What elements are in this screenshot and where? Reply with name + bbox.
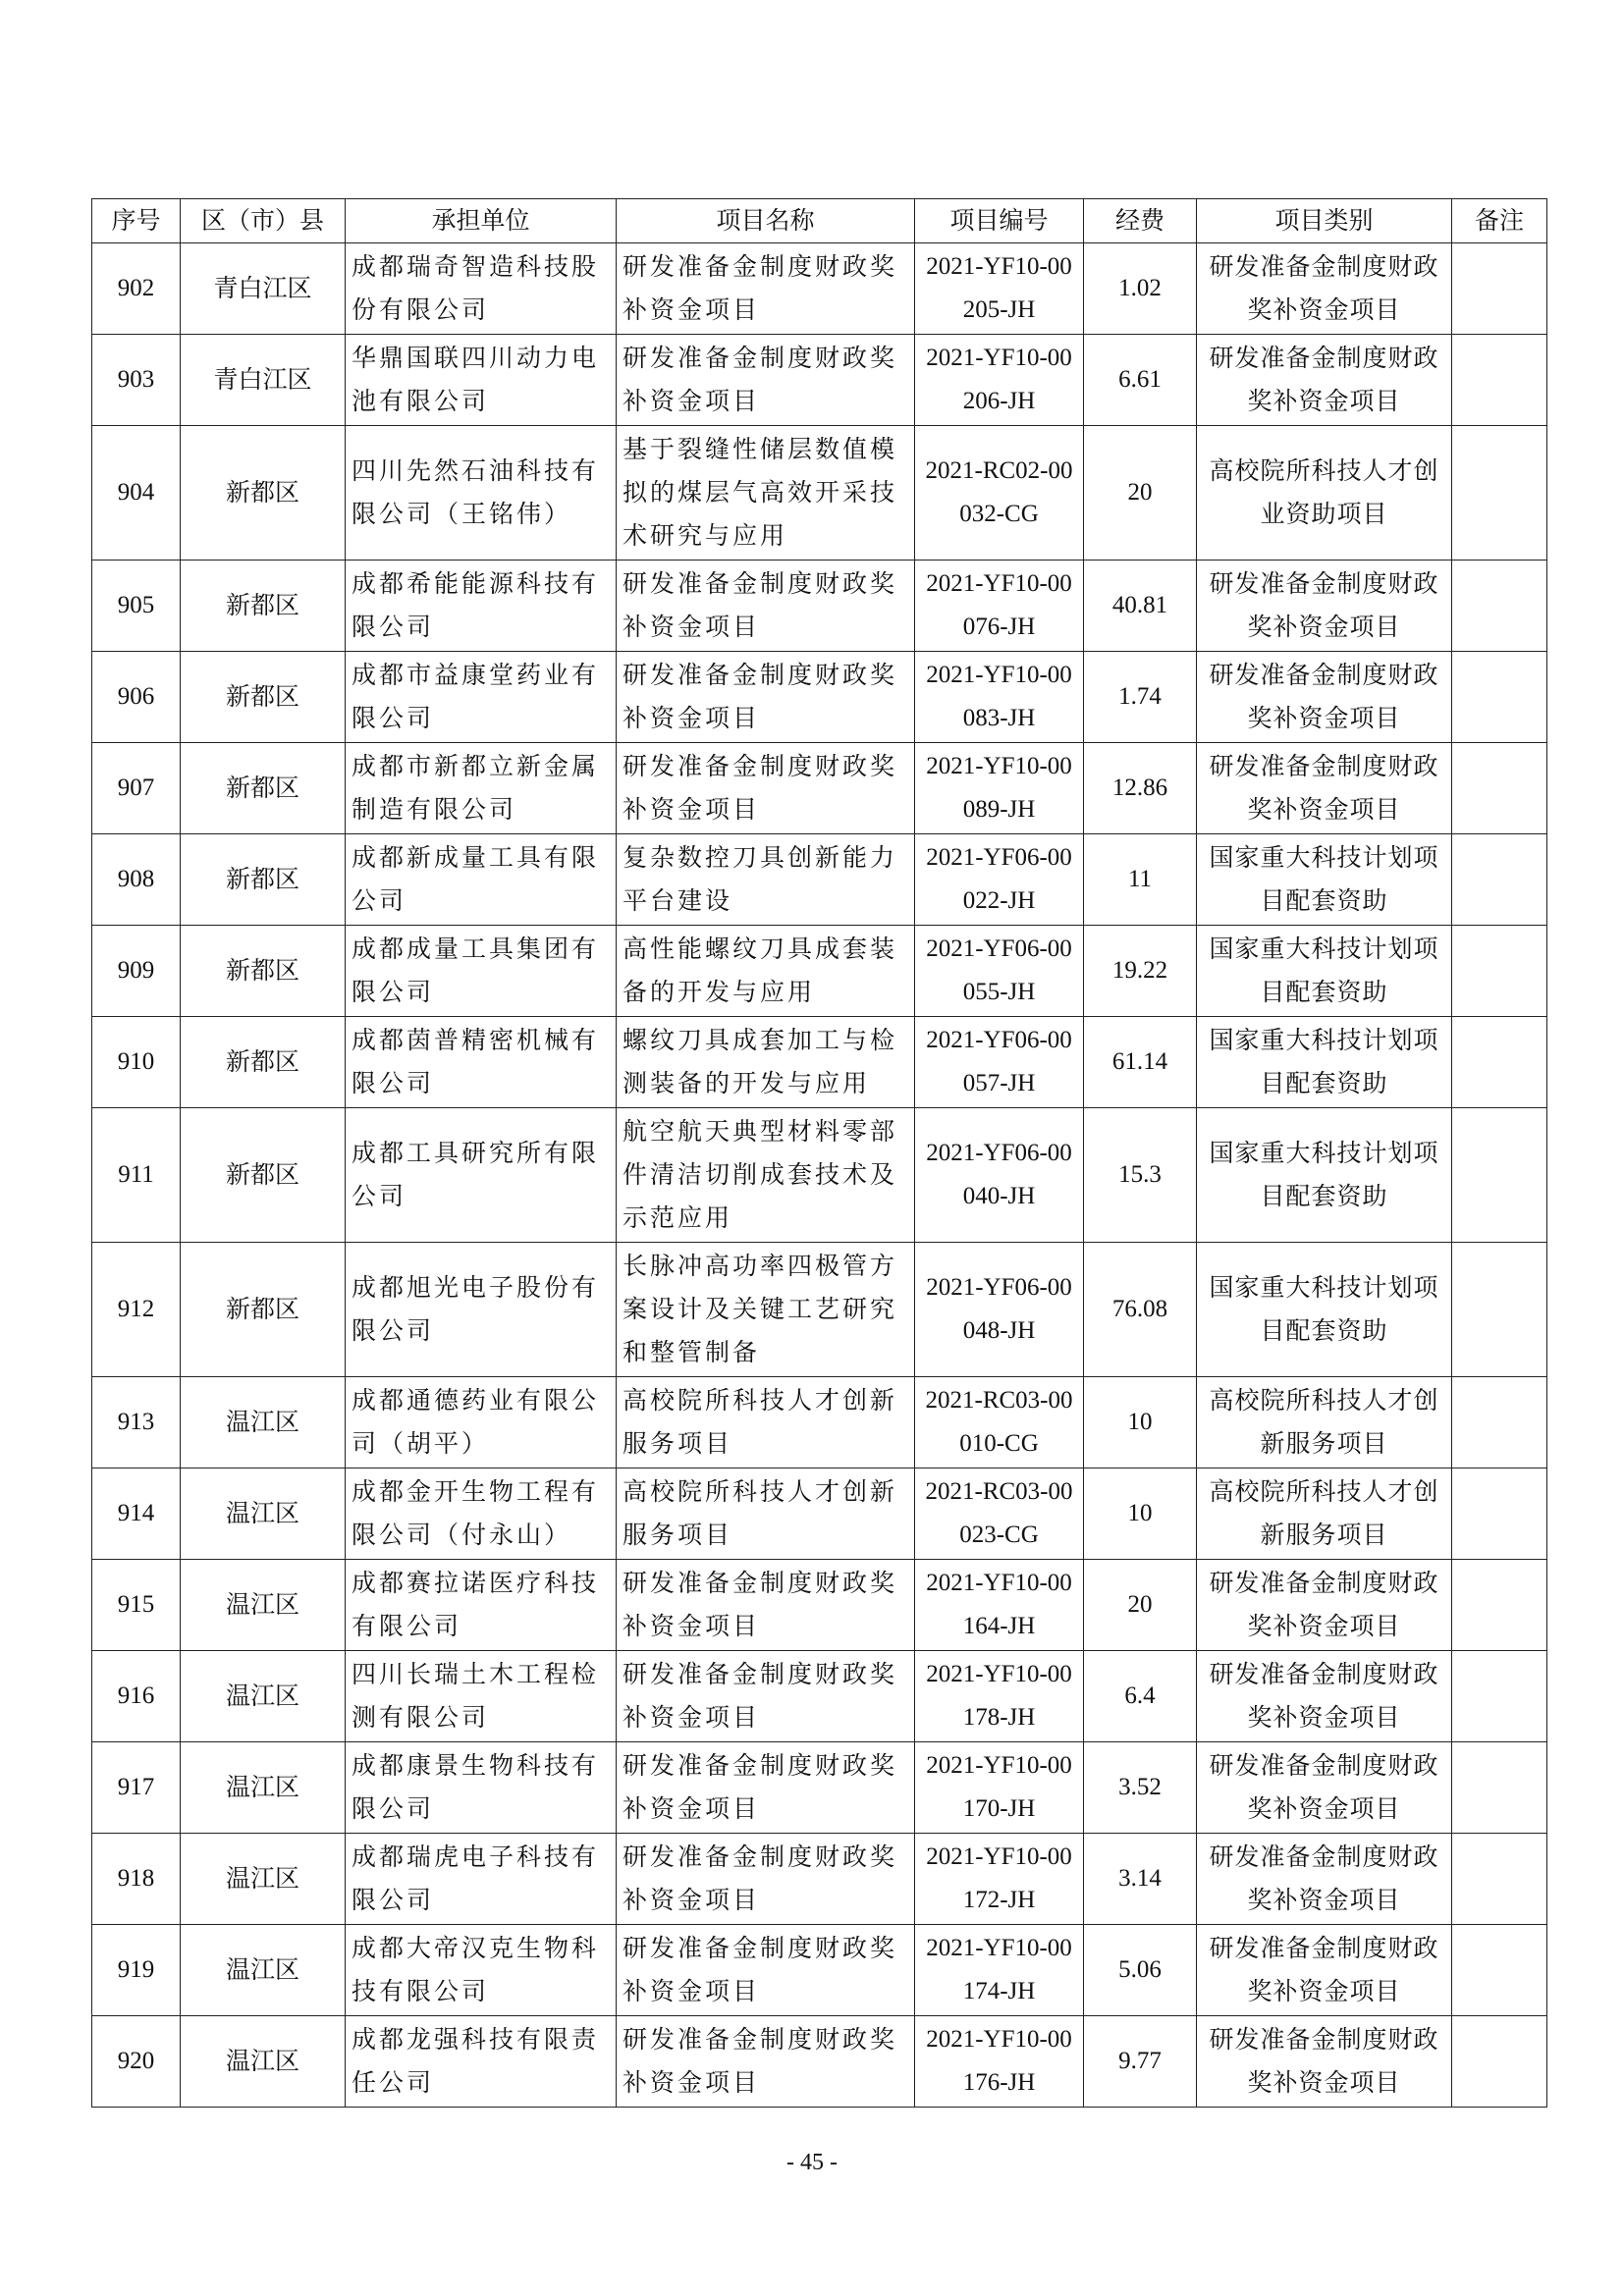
note-cell [1452, 335, 1547, 426]
district-cell: 新都区 [181, 561, 346, 652]
project-code-cell: 2021-YF06-00048-JH [915, 1243, 1084, 1377]
category-cell: 研发准备金制度财政奖补资金项目 [1197, 743, 1452, 834]
unit-cell: 成都金开生物工程有限公司（付永山） [346, 1468, 617, 1560]
category-cell: 国家重大科技计划项目配套资助 [1197, 834, 1452, 926]
serial-no-cell: 907 [92, 743, 181, 834]
unit-cell: 成都龙强科技有限责任公司 [346, 2016, 617, 2108]
category-cell: 研发准备金制度财政奖补资金项目 [1197, 561, 1452, 652]
table-row [92, 926, 1547, 1017]
unit-cell: 四川长瑞土木工程检测有限公司 [346, 1651, 617, 1742]
note-cell [1452, 1108, 1547, 1243]
unit-cell: 华鼎国联四川动力电池有限公司 [346, 335, 617, 426]
project-code-cell: 2021-YF10-00076-JH [915, 561, 1084, 652]
project-name-cell: 研发准备金制度财政奖补资金项目 [617, 243, 915, 335]
serial-no-cell: 918 [92, 1834, 181, 1925]
table-row [92, 1243, 1547, 1377]
fund-cell: 15.3 [1084, 1108, 1197, 1243]
table-row [92, 1560, 1547, 1651]
header-project-code: 项目编号 [915, 199, 1084, 243]
serial-no-cell: 902 [92, 243, 181, 335]
note-cell [1452, 1243, 1547, 1377]
note-cell [1452, 1560, 1547, 1651]
note-cell [1452, 1742, 1547, 1834]
fund-cell: 40.81 [1084, 561, 1197, 652]
header-category: 项目类别 [1197, 199, 1452, 243]
project-name-cell: 研发准备金制度财政奖补资金项目 [617, 1834, 915, 1925]
serial-no-cell: 916 [92, 1651, 181, 1742]
fund-cell: 9.77 [1084, 2016, 1197, 2108]
header-project-name: 项目名称 [617, 199, 915, 243]
project-name-cell: 高校院所科技人才创新服务项目 [617, 1468, 915, 1560]
district-cell: 青白江区 [181, 335, 346, 426]
unit-cell: 成都茵普精密机械有限公司 [346, 1017, 617, 1108]
fund-cell: 1.74 [1084, 652, 1197, 743]
serial-no-cell: 920 [92, 2016, 181, 2108]
project-name-cell: 航空航天典型材料零部件清洁切削成套技术及示范应用 [617, 1108, 915, 1243]
category-cell: 研发准备金制度财政奖补资金项目 [1197, 243, 1452, 335]
project-code-cell: 2021-YF06-00022-JH [915, 834, 1084, 926]
table-row [92, 1651, 1547, 1742]
header-unit: 承担单位 [346, 199, 617, 243]
fund-cell: 12.86 [1084, 743, 1197, 834]
project-name-cell: 复杂数控刀具创新能力平台建设 [617, 834, 915, 926]
header-serial-no: 序号 [92, 199, 181, 243]
table-row [92, 426, 1547, 561]
district-cell: 温江区 [181, 1925, 346, 2016]
table-row [92, 243, 1547, 335]
district-cell: 新都区 [181, 652, 346, 743]
project-code-cell: 2021-YF10-00164-JH [915, 1560, 1084, 1651]
table-row [92, 2016, 1547, 2108]
unit-cell: 成都大帝汉克生物科技有限公司 [346, 1925, 617, 2016]
table-row [92, 1377, 1547, 1468]
page-number: - 45 - [786, 2150, 838, 2175]
table-row [92, 652, 1547, 743]
project-code-cell: 2021-YF10-00172-JH [915, 1834, 1084, 1925]
project-code-cell: 2021-YF10-00205-JH [915, 243, 1084, 335]
category-cell: 研发准备金制度财政奖补资金项目 [1197, 1560, 1452, 1651]
unit-cell: 成都希能能源科技有限公司 [346, 561, 617, 652]
district-cell: 温江区 [181, 1834, 346, 1925]
project-code-cell: 2021-RC03-00010-CG [915, 1377, 1084, 1468]
note-cell [1452, 834, 1547, 926]
project-name-cell: 研发准备金制度财政奖补资金项目 [617, 1560, 915, 1651]
project-name-cell: 基于裂缝性储层数值模拟的煤层气高效开采技术研究与应用 [617, 426, 915, 561]
project-name-cell: 研发准备金制度财政奖补资金项目 [617, 743, 915, 834]
category-cell: 高校院所科技人才创业资助项目 [1197, 426, 1452, 561]
unit-cell: 成都市益康堂药业有限公司 [346, 652, 617, 743]
district-cell: 新都区 [181, 926, 346, 1017]
project-code-cell: 2021-RC03-00023-CG [915, 1468, 1084, 1560]
project-code-cell: 2021-YF06-00057-JH [915, 1017, 1084, 1108]
project-name-cell: 研发准备金制度财政奖补资金项目 [617, 1925, 915, 2016]
header-note: 备注 [1452, 199, 1547, 243]
fund-cell: 20 [1084, 1560, 1197, 1651]
fund-cell: 5.06 [1084, 1925, 1197, 2016]
project-code-cell: 2021-YF10-00174-JH [915, 1925, 1084, 2016]
note-cell [1452, 1377, 1547, 1468]
table-row [92, 1834, 1547, 1925]
district-cell: 温江区 [181, 2016, 346, 2108]
project-code-cell: 2021-YF10-00176-JH [915, 2016, 1084, 2108]
table-row [92, 1017, 1547, 1108]
category-cell: 高校院所科技人才创新服务项目 [1197, 1468, 1452, 1560]
project-code-cell: 2021-YF10-00178-JH [915, 1651, 1084, 1742]
project-code-cell: 2021-RC02-00032-CG [915, 426, 1084, 561]
category-cell: 研发准备金制度财政奖补资金项目 [1197, 2016, 1452, 2108]
serial-no-cell: 919 [92, 1925, 181, 2016]
serial-no-cell: 913 [92, 1377, 181, 1468]
table-header-row [92, 199, 1547, 243]
unit-cell: 四川先然石油科技有限公司（王铭伟） [346, 426, 617, 561]
fund-cell: 10 [1084, 1468, 1197, 1560]
serial-no-cell: 915 [92, 1560, 181, 1651]
category-cell: 研发准备金制度财政奖补资金项目 [1197, 1925, 1452, 2016]
note-cell [1452, 1834, 1547, 1925]
fund-cell: 76.08 [1084, 1243, 1197, 1377]
note-cell [1452, 743, 1547, 834]
header-fund: 经费 [1084, 199, 1197, 243]
district-cell: 温江区 [181, 1468, 346, 1560]
project-code-cell: 2021-YF06-00040-JH [915, 1108, 1084, 1243]
note-cell [1452, 652, 1547, 743]
serial-no-cell: 908 [92, 834, 181, 926]
serial-no-cell: 905 [92, 561, 181, 652]
table-row [92, 834, 1547, 926]
category-cell: 研发准备金制度财政奖补资金项目 [1197, 652, 1452, 743]
serial-no-cell: 906 [92, 652, 181, 743]
fund-cell: 61.14 [1084, 1017, 1197, 1108]
district-cell: 温江区 [181, 1377, 346, 1468]
table-body [92, 243, 1547, 2108]
serial-no-cell: 917 [92, 1742, 181, 1834]
project-name-cell: 研发准备金制度财政奖补资金项目 [617, 2016, 915, 2108]
serial-no-cell: 909 [92, 926, 181, 1017]
unit-cell: 成都通德药业有限公司（胡平） [346, 1377, 617, 1468]
fund-cell: 3.14 [1084, 1834, 1197, 1925]
unit-cell: 成都瑞虎电子科技有限公司 [346, 1834, 617, 1925]
category-cell: 研发准备金制度财政奖补资金项目 [1197, 1651, 1452, 1742]
fund-cell: 19.22 [1084, 926, 1197, 1017]
district-cell: 温江区 [181, 1651, 346, 1742]
fund-cell: 11 [1084, 834, 1197, 926]
header-district: 区（市）县 [181, 199, 346, 243]
note-cell [1452, 426, 1547, 561]
table-row [92, 1108, 1547, 1243]
unit-cell: 成都旭光电子股份有限公司 [346, 1243, 617, 1377]
serial-no-cell: 912 [92, 1243, 181, 1377]
district-cell: 新都区 [181, 1243, 346, 1377]
note-cell [1452, 1468, 1547, 1560]
table-row [92, 1742, 1547, 1834]
category-cell: 国家重大科技计划项目配套资助 [1197, 1243, 1452, 1377]
project-name-cell: 高性能螺纹刀具成套装备的开发与应用 [617, 926, 915, 1017]
serial-no-cell: 914 [92, 1468, 181, 1560]
unit-cell: 成都工具研究所有限公司 [346, 1108, 617, 1243]
unit-cell: 成都成量工具集团有限公司 [346, 926, 617, 1017]
project-name-cell: 研发准备金制度财政奖补资金项目 [617, 1651, 915, 1742]
note-cell [1452, 561, 1547, 652]
project-name-cell: 研发准备金制度财政奖补资金项目 [617, 335, 915, 426]
note-cell [1452, 1925, 1547, 2016]
project-name-cell: 螺纹刀具成套加工与检测装备的开发与应用 [617, 1017, 915, 1108]
fund-cell: 1.02 [1084, 243, 1197, 335]
note-cell [1452, 1017, 1547, 1108]
district-cell: 温江区 [181, 1560, 346, 1651]
project-code-cell: 2021-YF10-00170-JH [915, 1742, 1084, 1834]
category-cell: 研发准备金制度财政奖补资金项目 [1197, 1834, 1452, 1925]
project-code-cell: 2021-YF10-00206-JH [915, 335, 1084, 426]
fund-cell: 6.4 [1084, 1651, 1197, 1742]
district-cell: 新都区 [181, 1017, 346, 1108]
note-cell [1452, 1651, 1547, 1742]
fund-cell: 20 [1084, 426, 1197, 561]
project-name-cell: 研发准备金制度财政奖补资金项目 [617, 1742, 915, 1834]
district-cell: 新都区 [181, 1108, 346, 1243]
category-cell: 国家重大科技计划项目配套资助 [1197, 926, 1452, 1017]
unit-cell: 成都新成量工具有限公司 [346, 834, 617, 926]
category-cell: 研发准备金制度财政奖补资金项目 [1197, 1742, 1452, 1834]
unit-cell: 成都康景生物科技有限公司 [346, 1742, 617, 1834]
project-name-cell: 研发准备金制度财政奖补资金项目 [617, 561, 915, 652]
unit-cell: 成都市新都立新金属制造有限公司 [346, 743, 617, 834]
note-cell [1452, 2016, 1547, 2108]
project-name-cell: 高校院所科技人才创新服务项目 [617, 1377, 915, 1468]
serial-no-cell: 904 [92, 426, 181, 561]
category-cell: 高校院所科技人才创新服务项目 [1197, 1377, 1452, 1468]
unit-cell: 成都赛拉诺医疗科技有限公司 [346, 1560, 617, 1651]
fund-cell: 3.52 [1084, 1742, 1197, 1834]
fund-cell: 6.61 [1084, 335, 1197, 426]
category-cell: 国家重大科技计划项目配套资助 [1197, 1108, 1452, 1243]
district-cell: 青白江区 [181, 243, 346, 335]
unit-cell: 成都瑞奇智造科技股份有限公司 [346, 243, 617, 335]
table-row [92, 561, 1547, 652]
serial-no-cell: 910 [92, 1017, 181, 1108]
table-row [92, 743, 1547, 834]
serial-no-cell: 903 [92, 335, 181, 426]
category-cell: 国家重大科技计划项目配套资助 [1197, 1017, 1452, 1108]
project-table [91, 198, 1547, 2108]
project-name-cell: 长脉冲高功率四极管方案设计及关键工艺研究和整管制备 [617, 1243, 915, 1377]
district-cell: 温江区 [181, 1742, 346, 1834]
serial-no-cell: 911 [92, 1108, 181, 1243]
district-cell: 新都区 [181, 426, 346, 561]
project-code-cell: 2021-YF10-00089-JH [915, 743, 1084, 834]
table-row [92, 335, 1547, 426]
project-code-cell: 2021-YF06-00055-JH [915, 926, 1084, 1017]
note-cell [1452, 926, 1547, 1017]
fund-cell: 10 [1084, 1377, 1197, 1468]
project-code-cell: 2021-YF10-00083-JH [915, 652, 1084, 743]
project-name-cell: 研发准备金制度财政奖补资金项目 [617, 652, 915, 743]
note-cell [1452, 243, 1547, 335]
category-cell: 研发准备金制度财政奖补资金项目 [1197, 335, 1452, 426]
table-row [92, 1468, 1547, 1560]
district-cell: 新都区 [181, 743, 346, 834]
table-row [92, 1925, 1547, 2016]
district-cell: 新都区 [181, 834, 346, 926]
